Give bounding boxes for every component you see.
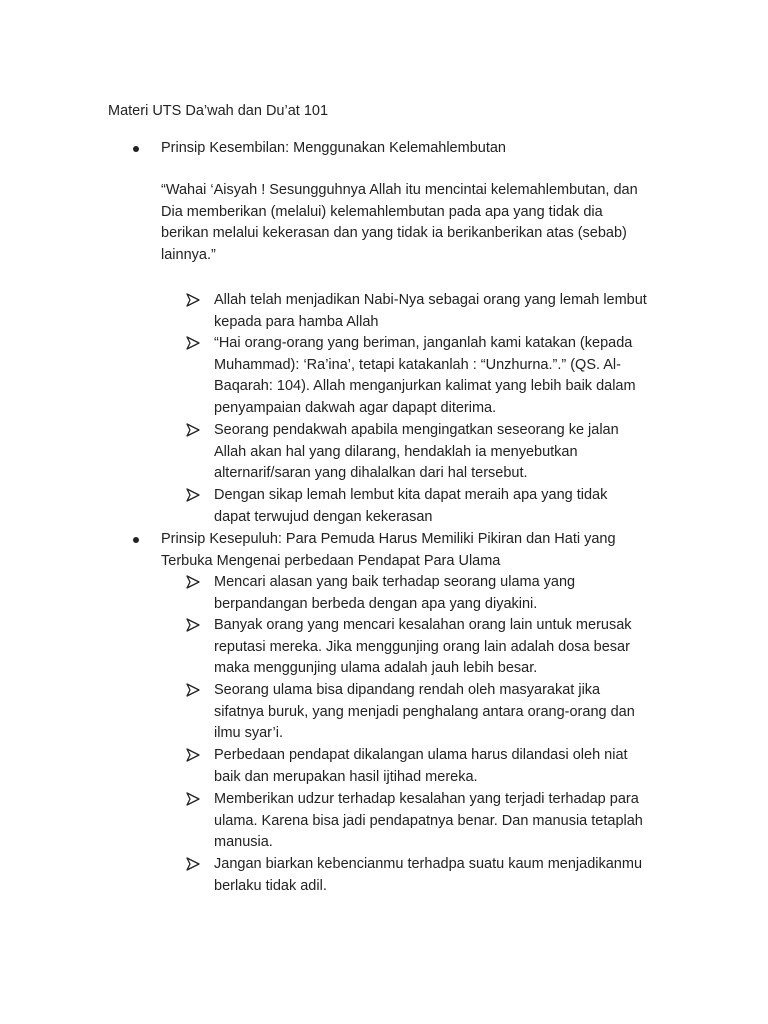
arrow-bullet-icon — [186, 575, 200, 589]
arrow-bullet-icon — [186, 488, 200, 502]
arrow-bullet-icon — [186, 618, 200, 632]
bullet-dot-icon — [133, 537, 139, 543]
bullet-dot-icon — [133, 146, 139, 152]
arrow-bullet-icon — [186, 748, 200, 762]
arrow-bullet-icon — [186, 293, 200, 307]
arrow-bullet-icon — [186, 336, 200, 350]
document-page: Materi UTS Da’wah dan Du’at 101 Prinsip Kesembilan: Menggunakan Kelemahlembutan “Wahai ‘Aisyah ! Sesungguhnya Allah itu mencintai kelemahlembutan, dan Dia memberikan (melalui) kelemahlembutan pada apa yang tidak dia berikan melalui kekerasan dan yang tidak ia berikanberikan atas (sebab) lainnya.” Allah telah menjadikan Nabi-Nya sebagai orang yang lemah lembut kepada para hamba Allah “Hai orang-orang yang beriman, janganlah kami katakan (kepada Muhammad): ‘Ra’ina’, tetapi katakanlah : “Unzhurna.”.” (QS. Al- Baqarah: 104). Allah menganjurkan kalimat yang lebih baik dalam penyampaian dakwah agar dapapt diterima. Seorang pendakwah apabila mengingatkan seseorang ke jalan Allah akan hal yang dilarang, hendaklah ia menyebutkan alternarif/saran yang dihalalkan dari hal tersebut. Dengan sikap lemah lembut kita dapat meraih apa yang tidak dapat terwujud dengan kekerasan Prinsip Kesepuluh: Para Pemuda Harus Memiliki Pikiran dan Hati yang Terbuka Mengenai perbedaan Pendapat Para Ulama Mencari alasan yang baik terhadap seorang ulama yang berpandangan berbeda dengan apa yang diyakini. Banyak orang yang mencari kesalahan orang lain untuk merusak reputasi mereka. Jika menggunjing orang lain adalah dosa besar maka menggunjing ulama adalah jauh lebih besar. Seorang ulama bisa dipandang rendah oleh masyarakat jika sifatnya buruk, yang menjadi penghalang antara orang-orang dan ilmu syar’i. Perbedaan pendapat dikalangan ulama harus dilandasi oleh niat baik dan merupakan hasil ijtihad mereka. Memberikan udzur terhadap kesalahan yang terjadi terhadap para ulama. Karena bisa jadi pendapatnya benar. Dan manusia tetaplah manusia. Jangan biarkan kebencianmu terhadpa suatu kaum menjadikanmu berlaku tidak adil. — [0, 0, 768, 1024]
section-heading-text: Prinsip Kesembilan: Menggunakan Kelemahlembutan — [161, 140, 506, 156]
document-title: Materi UTS Da’wah dan Du’at 101 — [108, 103, 329, 119]
arrow-bullet-icon — [186, 857, 200, 871]
arrow-bullet-icon — [186, 423, 200, 437]
section-heading-text: Prinsip Kesepuluh: Para Pemuda Harus Memiliki Pikiran dan Hati yang Terbuka Mengenai perbedaan Pendapat Para Ulama — [161, 531, 616, 569]
arrow-bullet-icon — [186, 792, 200, 806]
arrow-bullet-icon — [186, 683, 200, 697]
hadith-quote: “Wahai ‘Aisyah ! Sesungguhnya Allah itu mencintai kelemahlembutan, dan Dia memberikan (melalui) kelemahlembutan pada apa yang tidak dia berikan melalui kekerasan dan yang tidak ia berikanberikan atas (sebab) lainnya.” — [161, 182, 638, 264]
